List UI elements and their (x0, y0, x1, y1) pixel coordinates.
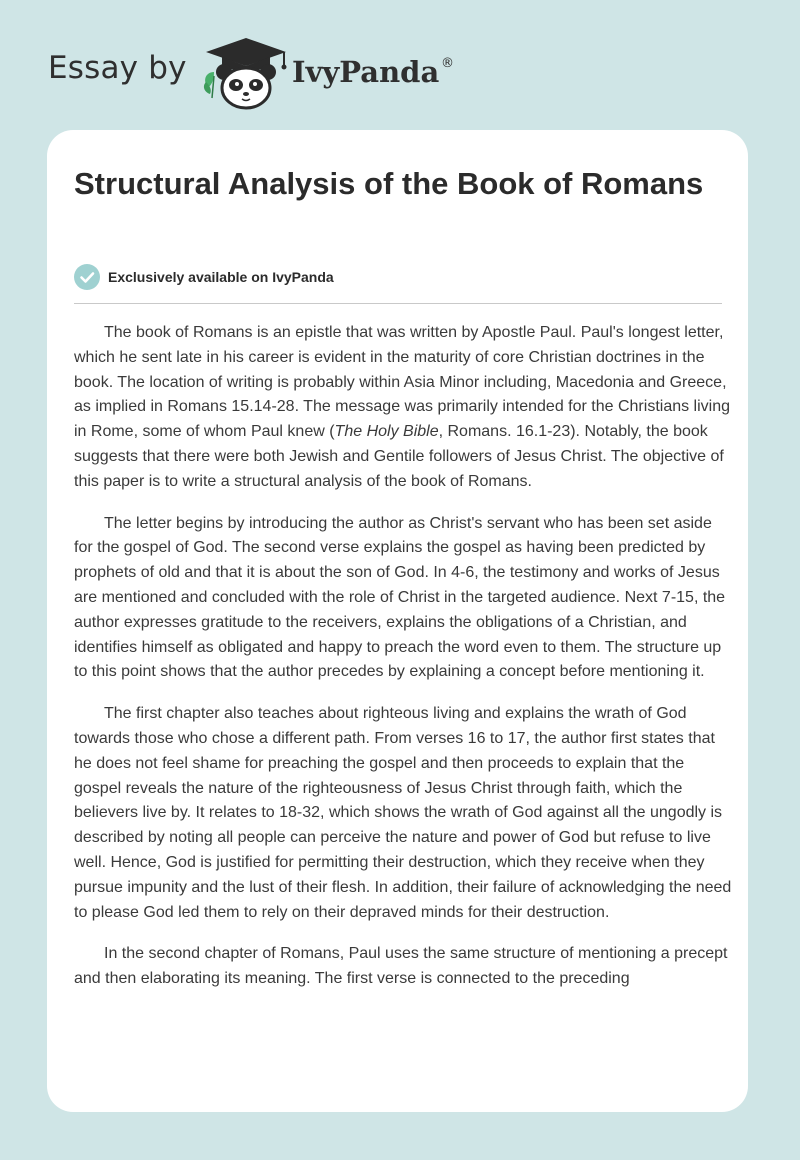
citation-title: The Holy Bible (334, 423, 439, 441)
essay-body (74, 321, 734, 1009)
check-circle-icon (74, 264, 100, 290)
registered-mark: ® (441, 56, 454, 71)
paragraph-text: , Romans. 16.1-23). Notably, the book suggests that there were both Jewish and Gentile followers of Jesus Christ. The objective of this paper is to write a structural analysis of the book of Romans. (74, 423, 724, 490)
page-title: Structural Analysis of the Book of Romans (74, 166, 704, 201)
essay-card (47, 130, 748, 1112)
paragraph: The first chapter also teaches about righteous living and explains the wrath of God towards those who chose a different path. From verses 16 to 17, the author first states that he does not feel shame for preaching the gospel and then proceeds to explain that the gospel reveals the nature of the righteousness of Jesus Christ through faith, which the believers live by. It relates to 18-32, which shows the wrath of God against all the ungodly is described by noting all people can perceive the nature and power of God but refuse to live well. Hence, God is justified for permitting their destruction, which they receive when they pursue impunity and the lust of their flesh. In addition, their failure of acknowledging the need to please God led them to rely on their depraved minds for their destruction. (74, 705, 732, 921)
panda-graduate-icon[interactable] (200, 36, 292, 110)
divider (74, 303, 722, 304)
essay-by-label: Essay by (48, 50, 187, 86)
exclusive-badge-label: Exclusively available on IvyPanda (108, 269, 334, 285)
brand-name[interactable]: IvyPanda (292, 55, 440, 89)
paragraph: In the second chapter of Romans, Paul uses the same structure of mentioning a precept and then elaborating its meaning. The first verse is connected to the preceding (74, 945, 728, 988)
exclusive-badge (74, 264, 334, 290)
site-header (0, 0, 800, 130)
paragraph-text: The book of Romans is an epistle that was written by Apostle Paul. Paul's longest letter, which he sent late in his career is evident in the maturity of core Christian doctrines in the book. The location of writing is probably within Asia Minor including, Macedonia and Greece, as implied in Romans 15.14-28. The message was primarily intended for the Christians living in Rome, some of whom Paul knew ( (74, 324, 731, 441)
paragraph: The letter begins by introducing the author as Christ's servant who has been set aside for the gospel of God. The second verse explains the gospel as having been predicted by prophets of old and that it is about the son of God. In 4-6, the testimony and works of Jesus are mentioned and concluded with the role of Christ in the targeted audience. Next 7-15, the author expresses gratitude to the receivers, explains the obligations of a Christian, and identifies himself as obligated and happy to preach the word even to them. The structure up to this point shows that the author precedes by explaining a concept before mentioning it. (74, 514, 726, 681)
paragraph (74, 321, 734, 495)
